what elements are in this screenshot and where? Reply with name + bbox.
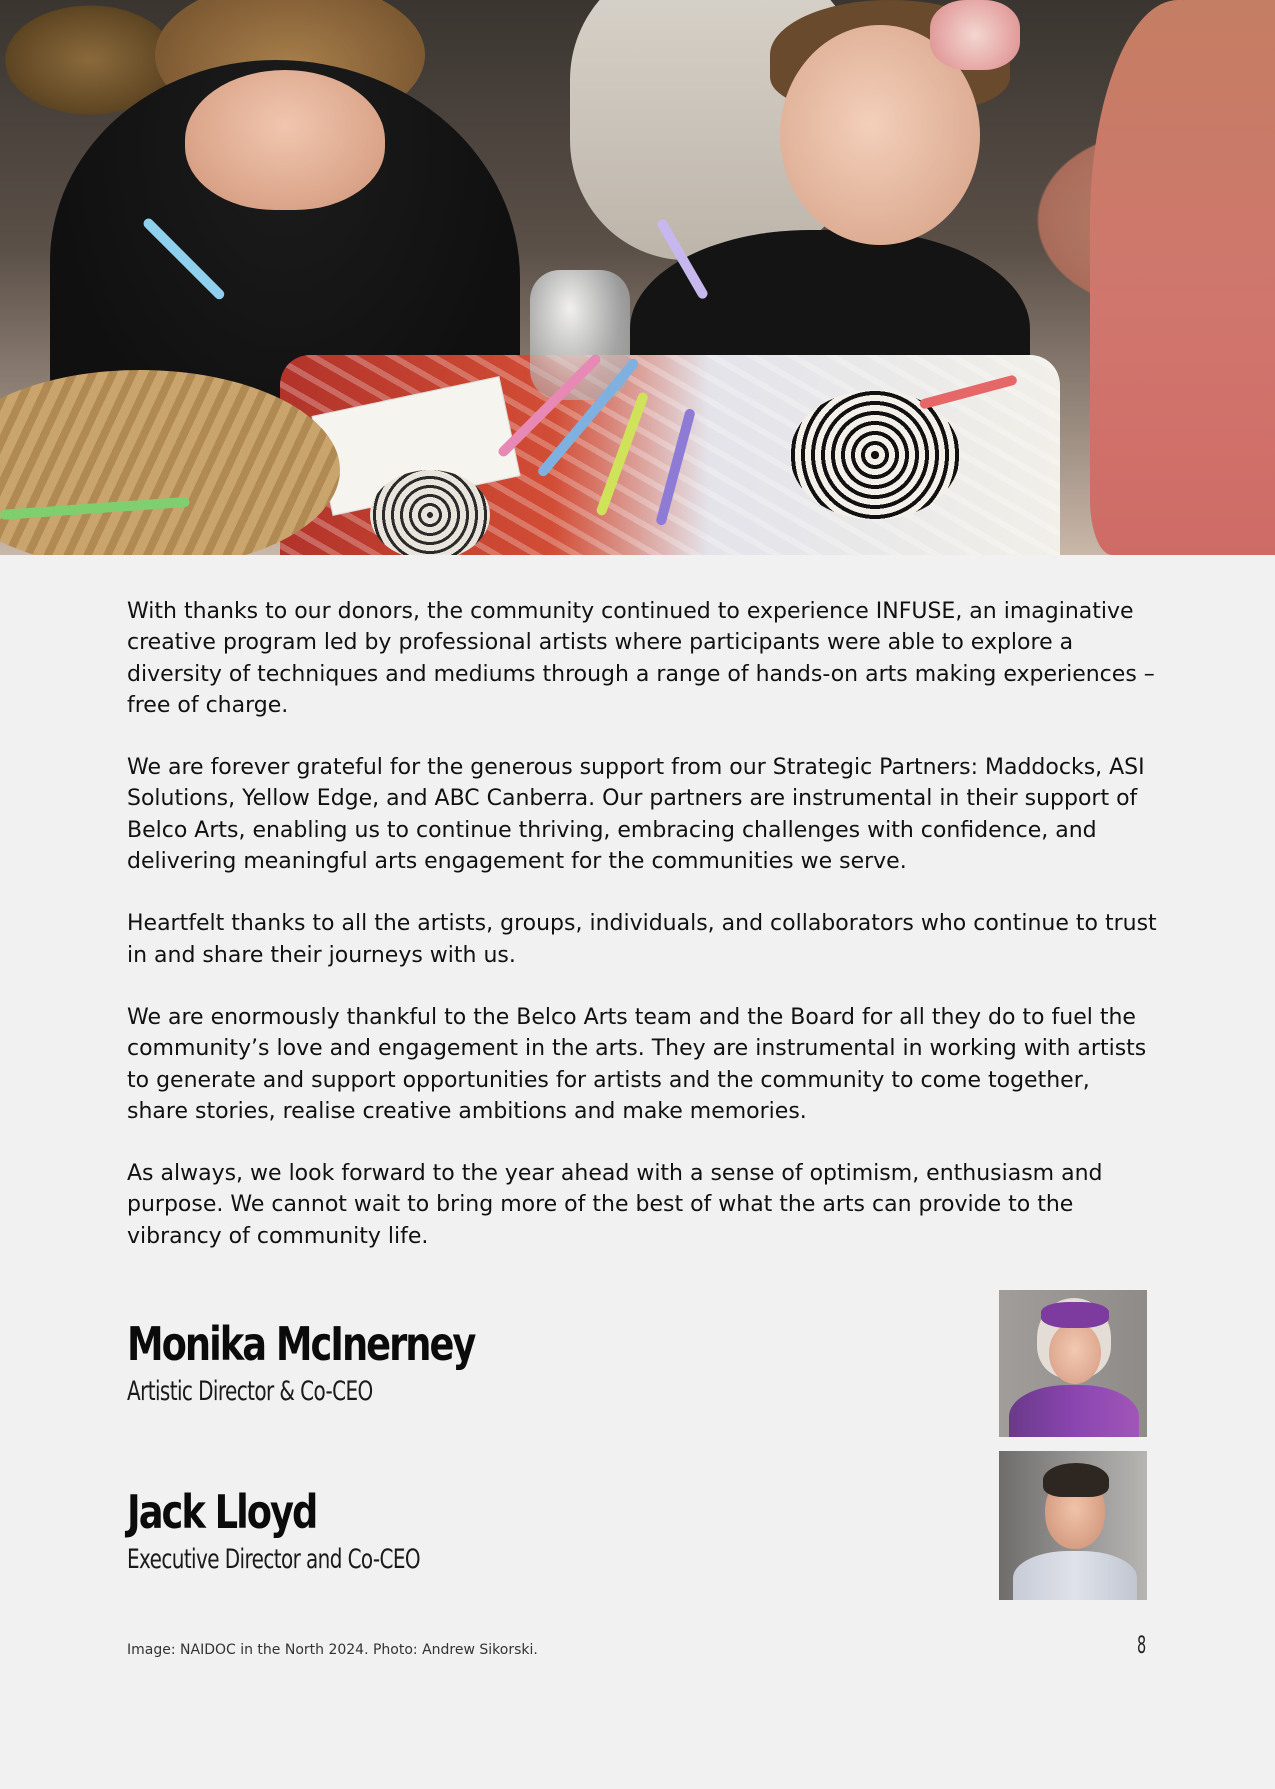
- signatory: [127, 1316, 561, 1410]
- paragraph: We are enormously thankful to the Belco Arts team and the Board for all they do to fuel the community’s love and engagement in the arts. They are instrumental in working with artists to generate and support opportunities for artists and the community to come together, share stories, realise creative ambitions and make memories.: [127, 1004, 1147, 1124]
- photo-detail: [185, 70, 385, 210]
- portrait-photo: [999, 1451, 1147, 1600]
- paragraph: With thanks to our donors, the community continued to experience INFUSE, an imaginative creative program led by professional artists where participants were able to explore a diversity of techniques and mediums through a range of hands-on arts making experiences – free of charge.: [127, 599, 1155, 718]
- signatory-role: Executive Director and Co-CEO: [127, 1544, 421, 1575]
- photo-detail: [1041, 1302, 1109, 1328]
- photo-detail: [1043, 1463, 1109, 1497]
- photo-detail: [1009, 1385, 1139, 1437]
- photo-detail: [790, 390, 960, 520]
- signatory-role: Artistic Director & Co-CEO: [127, 1376, 373, 1407]
- photo-detail: [370, 470, 490, 555]
- signatory-name: Monika McInerney: [127, 1317, 475, 1371]
- body-text: [127, 596, 1157, 1283]
- hero-photo: [0, 0, 1275, 555]
- signatory: [127, 1484, 523, 1578]
- paragraph: Heartfelt thanks to all the artists, groups, individuals, and collaborators who continue to trust in and share their journeys with us.: [127, 911, 1157, 968]
- photo-detail: [1049, 1322, 1101, 1384]
- portrait-photo: [999, 1290, 1147, 1437]
- page-number: 8: [1137, 1631, 1147, 1659]
- image-caption: Image: NAIDOC in the North 2024. Photo: Andrew Sikorski.: [127, 1642, 538, 1658]
- photo-detail: [1090, 0, 1275, 555]
- paragraph: As always, we look forward to the year ahead with a sense of optimism, enthusiasm and purpose. We cannot wait to bring more of the best of what the arts can provide to the vibrancy of community life.: [127, 1161, 1103, 1249]
- photo-detail: [930, 0, 1020, 70]
- photo-detail: [1013, 1551, 1137, 1600]
- paragraph: We are forever grateful for the generous support from our Strategic Partners: Maddocks, ASI Solutions, Yellow Edge, and ABC Canberra. Our partners are instrumental in their support of Belco Arts, enabling us to continue thriving, embracing challenges with confidence, and delivering meaningful arts engagement for the communities we serve.: [127, 755, 1145, 875]
- signatory-name: Jack Lloyd: [127, 1485, 317, 1539]
